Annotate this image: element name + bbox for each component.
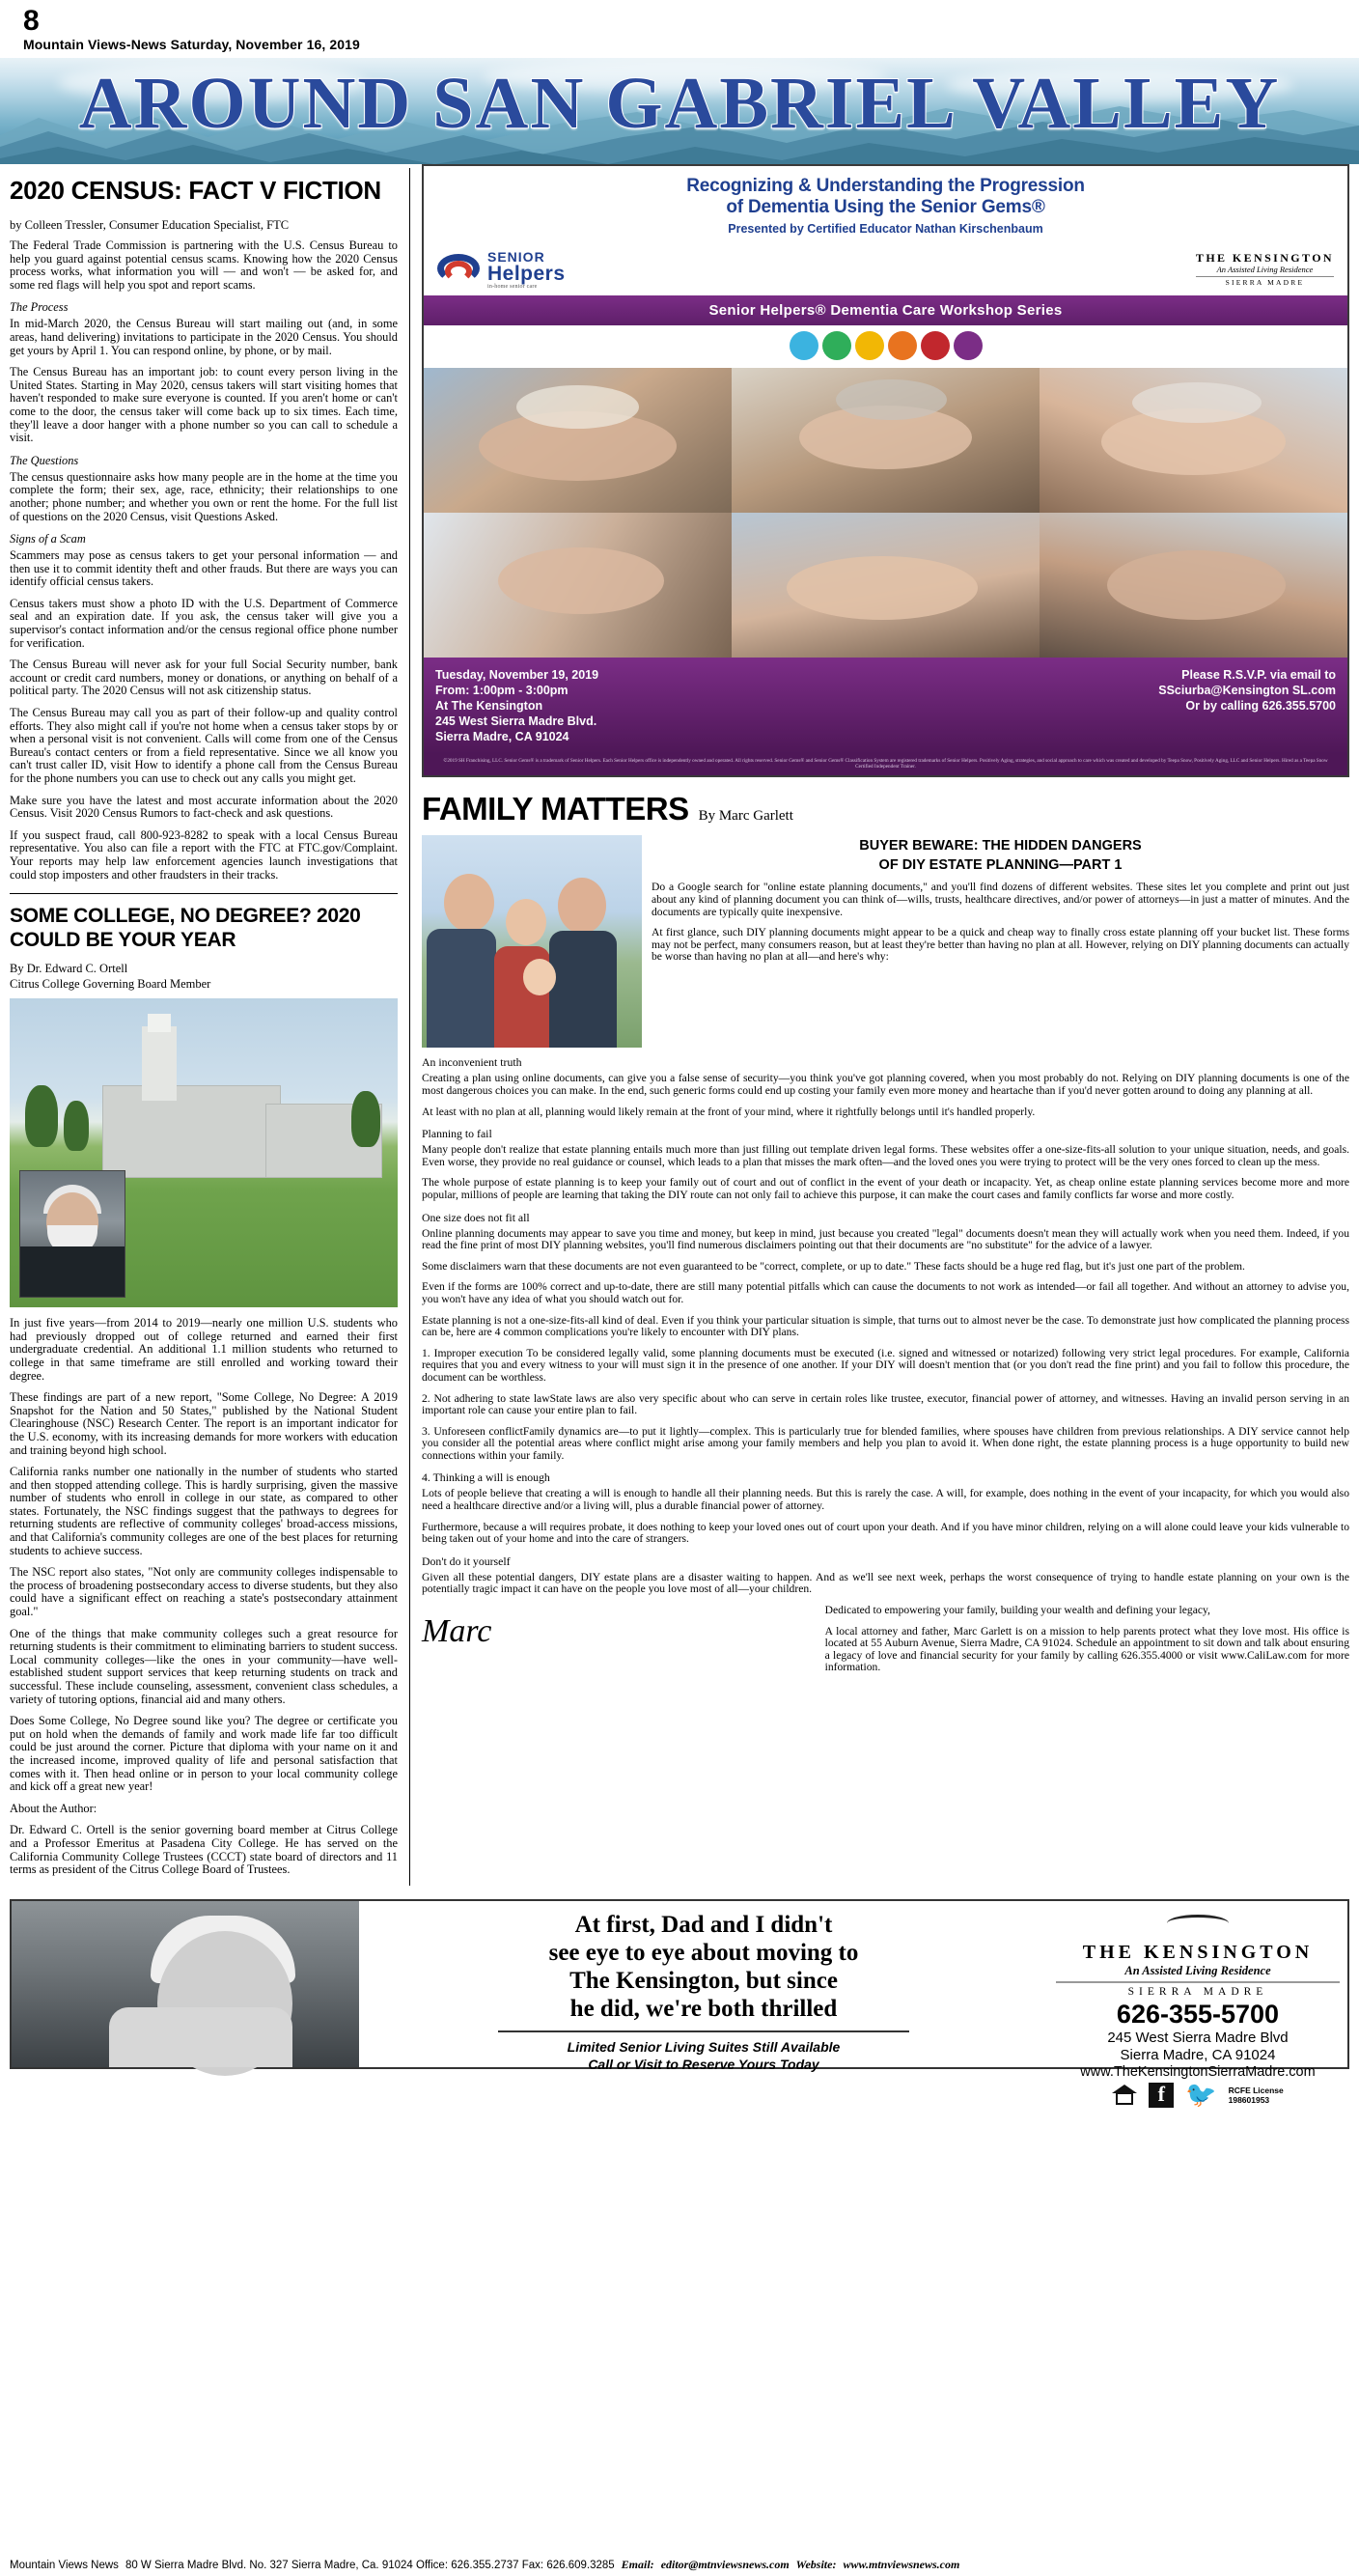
footer-paper-name: Mountain Views News (10, 2560, 119, 2571)
family-matters-author: By Marc Garlett (698, 808, 793, 825)
kb-phone[interactable]: 626-355-5700 (1116, 1999, 1280, 2029)
kensington-tag-inline: An Assisted Living Residence (1216, 264, 1314, 274)
kb-license (1229, 2086, 1284, 2105)
facebook-icon[interactable]: f (1149, 2083, 1174, 2108)
section-banner (0, 58, 1359, 164)
college-about-label: About the Author: (10, 1801, 97, 1815)
kensington-ad-copy (359, 1901, 1048, 2072)
kb-website[interactable]: www.TheKensingtonSierraMadre.com (1080, 2063, 1316, 2080)
fm-intro: Do a Google search for "online estate planning documents," and you'll find dozens of different websites. These sites let you complete and print out just about any kind of planning document you can think of—wills, trusts, healthcare directives, and/or power of attorneys—in just a matter of minutes. And the documents are typically quite inexpensive. (652, 881, 1349, 918)
fm-bio1: Dedicated to empowering your family, building your wealth and defining your legacy, (824, 1604, 1210, 1617)
fm-p8: Even if the forms are 100% correct and up-to-date, there are still many potential pitfalls which can cause the documents to not work as intended—or fail all together. And without an attorney to advise you, you won't have any idea of what you should watch out for. (422, 1280, 1349, 1305)
footer-email-label: Email: (621, 2558, 654, 2571)
masthead (0, 0, 1359, 164)
footer-website-label: Website: (795, 2558, 837, 2571)
equal-housing-opportunity-icon (1112, 2085, 1137, 2106)
workshop-series-bar: Senior Helpers® Dementia Care Workshop Series (424, 295, 1347, 325)
headline-college: SOME COLLEGE, NO DEGREE? 2020 COULD BE YOUR YEAR (10, 905, 361, 952)
ad-fine-print: ©2019 SH Franchising, LLC. Senior Gems® is a trademark of Senior Helpers. Each Senior Helpers office is independently owned and operated. All rights reserved. Senior Gems® and Senior Gems® Classification System are registered trademarks of Senior Helpers. Positively Aging, strategies, and social approach to care which was created and developed by Teepa Snow, Positively Aging, LLC and Senior Helpers. Hired as a Teepa Snow Certified Independent Trainer. (424, 754, 1347, 775)
kb-sub2: Call or Visit to Reserve Yours Today (588, 2056, 819, 2072)
ad-photo-collage (424, 368, 1347, 658)
fm-bio2: A local attorney and father, Marc Garlett is on a mission to help parents protect what they love most. His office is located at 55 Auburn Avenue, Sierra Madre, CA 91024. Schedule an appointment to sit down and talk about ensuring a legacy of love and financial security for your family by calling 626.355.4000 or visit www.CaliLaw.com for more information. (824, 1624, 1349, 1674)
fm-p4: Many people don't realize that estate planning entails much more than just filling out template driven legal forms. These websites offer a one-size-fits-all solution to your unique situation, needs, and goals. Even worse, they provide no real guidance or counsel, which leads to a plan that misses the mark often—and the loved ones you were trying to protect will be the very ones forced to clean up the mess. (422, 1143, 1349, 1168)
college-p1: In just five years—from 2014 to 2019—nearly one million U.S. students who had previously dropped out of college returned and earned their first undergraduate credential. An additional 1.1 million students who returned to college in that same timeframe are still enrolled and working toward their degree. (10, 1316, 398, 1383)
college-p5: One of the things that make community colleges such a great resource for returning students is their commitment to eliminating barriers to student success. Local community colleges—like the ones in your community—have well-established student support services that keep returning students on track and successful. These include counseling, assessment, convenient class schedules, a variety of tutoring options, financial aid and many others. (10, 1626, 398, 1706)
census-p9: If you suspect fraud, call 800-923-8282 to speak with a local Census Bureau representative. You also can file a report with the FTC at FTC.gov/Complaint. Your reports may help law enforcement agencies launch investigations that could stop imposters and other fraudsters in their tracks. (10, 827, 398, 882)
fm-p11: Furthermore, because a will requires probate, it does nothing to keep your loved ones out of court upon your death. And if you have minor children, relying on a will alone could leave your kids vulnerable to being taken out of your home and into the care of strangers. (422, 1520, 1349, 1546)
page-body (0, 164, 1359, 1886)
ad-presented-by: Presented by Certified Educator Nathan Kirschenbaum (728, 222, 1043, 236)
kb-addr1: 245 West Sierra Madre Blvd (1107, 2029, 1289, 2046)
census-p2: The Census Bureau has an important job: to count every person living in the United States. Starting in May 2020, census takers will start visiting homes that haven't responded to make sure everyone is counted. If you aren't home or can't come to the door, the census taker will come back up to six times. Each time, they'll leave a door hanger with a phone number so you can call to schedule a visit. (10, 365, 398, 445)
brand-tagline: in-home senior care (487, 284, 538, 290)
fm-subhead-line1: BUYER BEWARE: THE HIDDEN DANGERS (859, 838, 1142, 854)
kb-tagline: An Assisted Living Residence (1124, 1963, 1271, 1977)
census-sub-scam: Signs of a Scam (10, 532, 86, 546)
author-signature (422, 1614, 812, 1649)
college-p4: The NSC report also states, "Not only are community colleges indispensable to the process of broadening postsecondary access to diverse students, but they also could have a significant effect on reaching a state's postsecondary attainment goal." (10, 1565, 398, 1619)
author-portrait (19, 1170, 125, 1298)
byline-census: by Colleen Tressler, Consumer Education Specialist, FTC (10, 218, 290, 232)
fm-h5: Don't do it yourself (422, 1554, 511, 1568)
byline-college-2: Citrus College Governing Board Member (10, 977, 211, 992)
fm-p5: The whole purpose of estate planning is to keep your family out of court and out of conflict in the event of your death or incapacity. Yet, as cheap online estate planning services become more and more popular, millions of people are learning that taking the DIY route can not only fail to achieve this purpose, it can make the court cases and family conflicts far worse and more costly. (422, 1176, 1349, 1201)
section-divider (10, 893, 398, 894)
event-line-1: From: 1:00pm - 3:00pm (435, 684, 569, 697)
ad-photo-3 (1040, 368, 1347, 513)
fm-p6: Online planning documents may appear to save you time and money, but keep in mind, just because you created "legal" documents doesn't mean they will actually work when you need them. Indeed, if you read the fine print of most DIY planning websites, you'll find numerous disclaimers pointing out that their documents are "no substitute" for the advice of a lawyer. (422, 1226, 1349, 1252)
ad-title-line2: of Dementia Using the Senior Gems® (726, 197, 1045, 217)
event-line-2: At The Kensington (435, 699, 543, 713)
kensington-bottom-ad[interactable] (10, 1899, 1349, 2109)
rsvp-line-2[interactable]: Or by calling 626.355.5700 (1185, 699, 1336, 713)
kb-name: THE KENSINGTON (1082, 1941, 1314, 1963)
kb-sub1: Limited Senior Living Suites Still Available (567, 2038, 841, 2055)
byline-college-1: By Dr. Edward C. Ortell (10, 962, 128, 976)
fm-n3: 3. Unforeseen conflictFamily dynamics are—to put it lightly—complex. This is particularly true for blended families, where spouses have children from previous relationships. A DIY service cannot help you consider all the potential areas where conflict might arise among your family members and help you plan to avoid it. When done right, the estate planning process is a huge opportunity to build new connections within your family. (422, 1424, 1349, 1462)
census-sub-process: The Process (10, 300, 69, 315)
event-line-4: Sierra Madre, CA 91024 (435, 730, 569, 743)
ad-title-line1: Recognizing & Understanding the Progression (686, 176, 1085, 196)
ad-photo-1 (424, 368, 732, 513)
senior-gems-icons (424, 325, 1347, 368)
kb-license-l2: 198601953 (1228, 2094, 1270, 2105)
census-p6: The Census Bureau will never ask for your full Social Security number, bank account or credit card numbers, money or donations, or anything on behalf of a political party. The 2020 Census will not ask citizenship status. (10, 658, 398, 698)
fm-p1: At first glance, such DIY planning documents might appear to be a quick and cheap way to finally cross estate planning off your bucket list. These forms may not be perfect, many consumers reason, but at least they're better than having no plan at all. However, relying on DIY planning documents can actually be worse than having no plan at all—and here's why: (652, 926, 1349, 964)
kb-quote-l3: The Kensington, but since (569, 1967, 838, 1994)
kb-divider (498, 2030, 908, 2032)
twitter-bird-icon[interactable]: 🐦 (1185, 2080, 1217, 2109)
family-photo (422, 835, 642, 1048)
kensington-crest-icon (1167, 1907, 1229, 1940)
census-p1: In mid-March 2020, the Census Bureau will start mailing out (and, in some areas, hand delivering) invitations to participate in the 2020 Census. You should get yours by April 1. You can respond online, by phone, or by mail. (10, 317, 398, 357)
ad-photo-2 (732, 368, 1040, 513)
family-matters-title: FAMILY MATTERS (422, 791, 689, 827)
event-line-0: Tuesday, November 19, 2019 (435, 668, 599, 682)
fm-h4: 4. Thinking a will is enough (422, 1470, 550, 1485)
left-column (10, 164, 409, 1886)
ad-photo-6 (1040, 513, 1347, 658)
fm-h2: Planning to fail (422, 1127, 492, 1141)
fm-p12: Given all these potential dangers, DIY estate plans are a disaster waiting to happen. And as we'll see next week, perhaps the worst consequence of trying to handle estate planning on your own is the potentially tragic impact it can have on the people you love most of all—your children. (422, 1570, 1349, 1596)
banner-title: AROUND SAN GABRIEL VALLEY (78, 63, 1281, 144)
kensington-city-inline: SIERRA MADRE (1196, 276, 1334, 288)
fm-n2: 2. Not adhering to state lawState laws are also very specific about who can serve in certain roles like trustee, executor, financial power of attorney, and witnesses. Having an invalid person serving in an important role can cause your entire plan to fail. (422, 1391, 1349, 1417)
senior-helpers-logo (437, 250, 566, 290)
census-p4: Scammers may pose as census takers to get your personal information — and then use it to commit identity theft and other frauds. But there are ways you can identify official census takers. (10, 548, 398, 589)
census-sub-questions: The Questions (10, 453, 79, 467)
fm-h3: One size does not fit all (422, 1210, 530, 1224)
senior-helpers-arc-icon (437, 252, 482, 289)
senior-helpers-ad[interactable] (422, 164, 1349, 777)
college-p3: California ranks number one nationally in the number of students who started and then stopped attending college. This is hardly surprising, given the massive number of students who enroll in college in our state, as compared to other states. Fortunately, the NSC findings suggest that the pathways to degrees for returning students are reflective of community colleges' broad-access missions, and that California's community colleges are one of the best places for returning students to achieve success. (10, 1465, 398, 1557)
ad-photo-5 (732, 513, 1040, 658)
brand-big: Helpers (487, 263, 566, 285)
event-line-3: 245 West Sierra Madre Blvd. (435, 714, 597, 728)
page-footer (0, 2558, 1359, 2572)
family-matters-header (422, 791, 1349, 827)
page-number: 8 (23, 5, 40, 37)
college-about: Dr. Edward C. Ortell is the senior governing board member at Citrus College and a Professor Emeritus at Pasadena City College. He has served on the California Community College Trustees (CCCT) state board of directors and 11 terms as president of the Citrus College Board of Trustees. (10, 1823, 398, 1877)
signature-text: Marc (422, 1613, 492, 1650)
fm-p3: At least with no plan at all, planning would likely remain at the front of your mind, where it rightfully belongs until it's handled properly. (422, 1105, 1036, 1118)
census-p7: The Census Bureau may call you as part of their follow-up and quality control efforts. They also might call if you're not home when a census taker stops by or when a personal visit is not convenient. Calls will come from one of the Census Bureau's contact centers or from a field representative. Since we all know you can't trust caller ID, visit How to identify a phone call from the Census Bureau for the phone numbers you can use to check out any calls you might get. (10, 706, 398, 785)
census-p5: Census takers must show a photo ID with the U.S. Department of Commerce seal and an expiration date. If you ask, the census taker will give you a supervisor's contact information and/or the census regional office phone number for verification. (10, 596, 398, 650)
kensington-ad-contact (1048, 1901, 1347, 2109)
fm-n1: 1. Improper execution To be considered legally valid, some planning documents must be executed (i.e. signed and witnessed or notarized) following very strict legal procedures. For example, California requires that you and every witness to your will must sign it in the presence of one another. If your DIY will doesn't mention that (or you don't read the fine print) and you fail to follow this procedure, the document can be worthless. (422, 1346, 1349, 1384)
college-p2: These findings are part of a new report, "Some College, No Degree: A 2019 Snapshot for the Nation and 50 States," published by the National Student Clearinghouse (NSC) Research Center. The report is an important indicator for the U.S. economy, with its increasing demands for more workers with education and training beyond high school. (10, 1390, 398, 1457)
rsvp-line-0: Please R.S.V.P. via email to (1181, 668, 1336, 682)
kensington-logo-inline (1196, 252, 1334, 288)
paper-name-date: Mountain Views-News Saturday, November 16, 2019 (23, 37, 360, 52)
ad-event-info (424, 658, 1347, 754)
census-p3: The census questionnaire asks how many people are in the home at the time you complete the form; their sex, age, race, ethnicity; their relationships to one another; phone number; and whether you own or rent the home. For the full list of questions on the 2020 Census, visit Questions Asked. (10, 469, 398, 523)
census-intro: The Federal Trade Commission is partnering with the U.S. Census Bureau to help you guard against potential census scams. Knowing how the 2020 Census process works, what information you will — and won't — be asked for, and some red flags will help you spot and report scams. (10, 238, 398, 292)
right-column (410, 164, 1349, 1683)
kb-quote-l4: he did, we're both thrilled (569, 1995, 838, 2022)
footer-address: 80 W Sierra Madre Blvd. No. 327 Sierra Madre, Ca. 91024 Office: 626.355.2737 Fax: 626.609.3285 (125, 2560, 615, 2571)
rsvp-line-1[interactable]: SSciurba@Kensington SL.com (1158, 684, 1336, 697)
census-p8: Make sure you have the latest and most accurate information about the 2020 Census. Visit 2020 Census Rumors to fact-check and ask questions. (10, 793, 398, 821)
fm-p10: Lots of people believe that creating a will is enough to handle all their planning needs. But this is rarely the case. A will, for example, does nothing in the event of your incapacity, for which you would also need a healthcare directive and/or a living will, plus a durable financial power of attorney. (422, 1487, 1349, 1513)
college-photo (10, 998, 398, 1307)
brand-small: SENIOR (487, 249, 545, 265)
kb-quote-l2: see eye to eye about moving to (548, 1939, 859, 1966)
kb-license-l1: RCFE License (1228, 2085, 1284, 2095)
ad-photo-4 (424, 513, 732, 658)
college-p6: Does Some College, No Degree sound like you? The degree or certificate you put on hold when the demands of family and work made life far too difficult could be just around the corner. Picture that diploma with your name on it and the increased income, improved quality of life and personal satisfaction that comes with it. Then head online or in person to your local community college and kick off a great new year! (10, 1714, 398, 1794)
kb-city: SIERRA MADRE (1056, 1981, 1340, 1998)
fm-p9: Estate planning is not a one-size-fits-all kind of deal. Even if you think your particular situation is simple, that turns out to almost never be the case. To demonstrate just how complicated the planning process can be, here are 4 common complications you're likely to encounter with DIY plans. (422, 1313, 1349, 1339)
kb-addr2: Sierra Madre, CA 91024 (1120, 2046, 1276, 2063)
footer-email[interactable]: editor@mtnviewsnews.com (660, 2558, 790, 2571)
fm-p2: Creating a plan using online documents, can give you a false sense of security—you think you've got planning covered, when you most probably do not. Relying on DIY planning documents is one of the most dangerous choices you can make. In the end, such generic forms could end up costing your family even more money and heartache than if you'd never gotten around to doing any planning at all. (422, 1072, 1349, 1097)
kb-quote-l1: At first, Dad and I didn't (574, 1911, 833, 1938)
headline-census: 2020 CENSUS: FACT V FICTION (10, 176, 381, 205)
kensington-ad-photo (12, 1901, 359, 2067)
kensington-name-inline: THE KENSINGTON (1195, 250, 1334, 265)
fm-h1: An inconvenient truth (422, 1055, 522, 1070)
fm-p7: Some disclaimers warn that these documents are not even guaranteed to be "correct, complete, or up to date." These facts should be a huge red flag, but it's just one part of the problem. (422, 1259, 1245, 1273)
fm-subhead-line2: OF DIY ESTATE PLANNING—PART 1 (878, 857, 1123, 874)
footer-website[interactable]: www.mtnviewsnews.com (843, 2558, 960, 2571)
